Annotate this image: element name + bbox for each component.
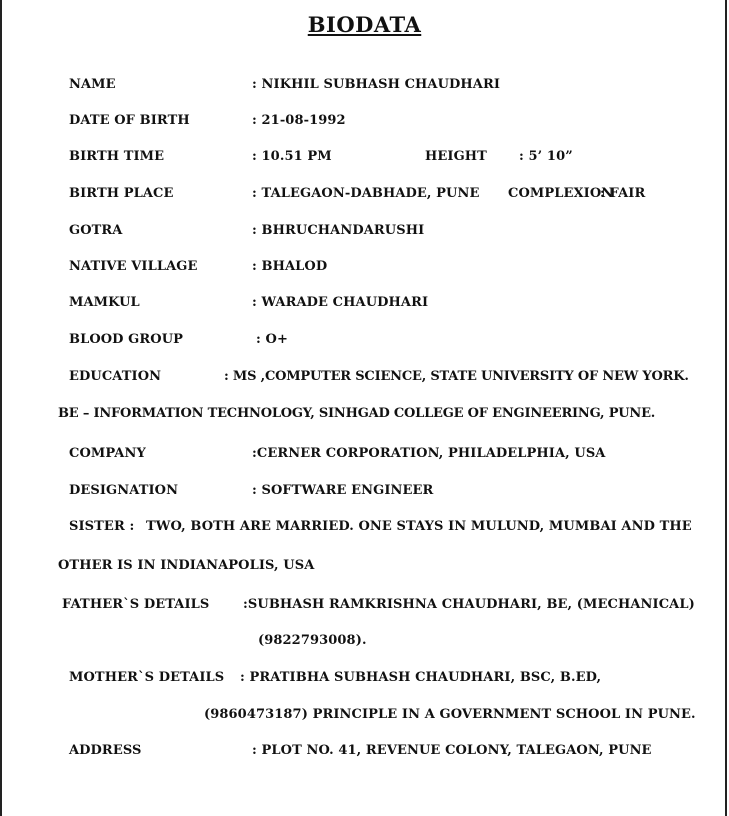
- education-label: EDUCATION: [69, 369, 162, 384]
- education-value: : MS ,COMPUTER SCIENCE, STATE UNIVERSITY OF NEW YORK.: [224, 369, 689, 384]
- father-label: FATHER`S DETAILS: [62, 597, 210, 612]
- name-value: : NIKHIL SUBHASH CHAUDHARI: [252, 77, 501, 92]
- blood-group-label: BLOOD GROUP: [69, 332, 184, 347]
- name-label: NAME: [69, 77, 116, 92]
- mother-line2: (9860473187) PRINCIPLE IN A GOVERNMENT SCHOOL IN PUNE.: [204, 707, 696, 722]
- height-value: : 5’ 10”: [519, 149, 573, 164]
- address-label: ADDRESS: [69, 743, 142, 758]
- company-value: :CERNER CORPORATION, PHILADELPHIA, USA: [252, 446, 606, 461]
- birth-time-label: BIRTH TIME: [69, 149, 165, 164]
- birth-time-value: : 10.51 PM: [252, 149, 332, 164]
- native-village-value: : BHALOD: [252, 259, 328, 274]
- sister-value: TWO, BOTH ARE MARRIED. ONE STAYS IN MULUND, MUMBAI AND THE: [146, 519, 692, 534]
- blood-group-value: : O+: [256, 332, 288, 347]
- height-label: HEIGHT: [425, 149, 487, 164]
- education-line2: BE – INFORMATION TECHNOLOGY, SINHGAD COLLEGE OF ENGINEERING, PUNE.: [58, 406, 656, 421]
- birth-place-label: BIRTH PLACE: [69, 186, 174, 201]
- gotra-label: GOTRA: [69, 223, 123, 238]
- address-value: : PLOT NO. 41, REVENUE COLONY, TALEGAON, PUNE: [252, 743, 652, 758]
- father-line2: (9822793008).: [258, 633, 367, 648]
- mother-value: : PRATIBHA SUBHASH CHAUDHARI, BSC, B.ED,: [240, 670, 602, 685]
- complexion-value: : FAIR: [600, 186, 646, 201]
- dob-label: DATE OF BIRTH: [69, 113, 190, 128]
- sister-line2: OTHER IS IN INDIANAPOLIS, USA: [58, 558, 315, 573]
- complexion-label: COMPLEXION: [508, 186, 614, 201]
- designation-value: : SOFTWARE ENGINEER: [252, 483, 434, 498]
- father-value: :SUBHASH RAMKRISHNA CHAUDHARI, BE, (MECHANICAL): [243, 597, 695, 612]
- birth-place-value: : TALEGAON-DABHADE, PUNE: [252, 186, 480, 201]
- gotra-value: : BHRUCHANDARUSHI: [252, 223, 425, 238]
- mamkul-label: MAMKUL: [69, 295, 140, 310]
- mother-label: MOTHER`S DETAILS: [69, 670, 225, 685]
- dob-value: : 21-08-1992: [252, 113, 346, 128]
- sister-label: SISTER :: [69, 519, 135, 534]
- company-label: COMPANY: [69, 446, 146, 461]
- native-village-label: NATIVE VILLAGE: [69, 259, 198, 274]
- page-title: BIODATA: [307, 12, 422, 37]
- designation-label: DESIGNATION: [69, 483, 179, 498]
- mamkul-value: : WARADE CHAUDHARI: [252, 295, 429, 310]
